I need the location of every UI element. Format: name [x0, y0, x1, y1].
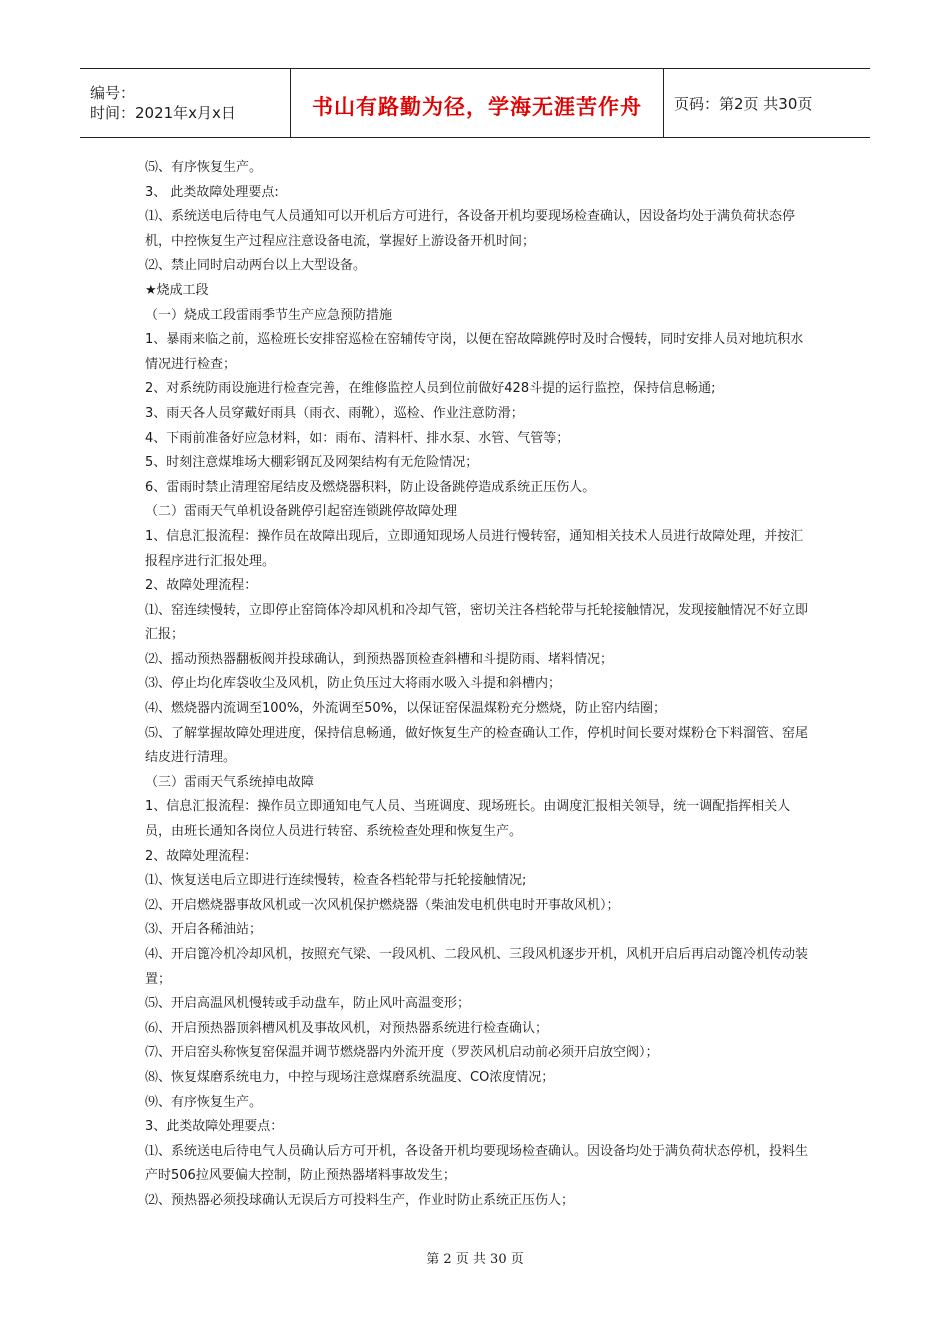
body-line: ⑶、停止均化库袋收尘及风机，防止负压过大将雨水吸入斗提和斜槽内；	[145, 676, 562, 692]
body-line: ⑵、禁止同时启动两台以上大型设备。	[145, 258, 367, 274]
body-paragraph: ⑸、了解掌握故障处理进度，保持信息畅通，做好恢复生产的检查确认工作，停机时间长要对煤粉仓下料溜管、窑尾结皮进行清理。	[145, 725, 809, 766]
body-line: ⑸、开启高温风机慢转或手动盘车，防止风叶高温变形；	[145, 996, 471, 1012]
header-motto: 书山有路勤为径，学海无涯苦作舟	[312, 95, 642, 119]
body-line: ⑼、有序恢复生产。	[145, 1094, 263, 1110]
body-line: 2、对系统防雨设施进行检查完善，在维修监控人员到位前做好428斗提的运行监控，保持信息畅通;	[145, 381, 716, 397]
document-time-label: 时间：2021年x月x日	[90, 104, 236, 122]
body-line: ⑵、开启燃烧器事故风机或一次风机保护燃烧器（柴油发电机供电时开事故风机）；	[145, 897, 620, 913]
body-paragraph: ⑷、开启篦冷机冷却风机，按照充气梁、一段风机、二段风机、三段风机逐步开机，风机开启后再启动篦冷机传动装置；	[145, 947, 809, 987]
body-line: 3、此类故障处理要点：	[145, 1119, 284, 1135]
section-heading: ★烧成工段	[145, 282, 209, 298]
body-line: 4、下雨前准备好应急材料，如：雨布、清料杆、排水泵、水管、气管等；	[145, 430, 570, 446]
document-body	[145, 156, 810, 1214]
body-line: 2、故障处理流程：	[145, 578, 258, 594]
body-paragraph: ⑴、系统送电后待电气人员通知可以开机后方可进行，各设备开机均要现场检查确认，因设备均处于满负荷状态停机，中控恢复生产过程应注意设备电流，掌握好上游设备开机时间；	[145, 209, 796, 249]
body-line: ⑷、燃烧器内流调至100%，外流调至50%，以保证窑保温煤粉充分燃烧，防止窑内结圈；	[145, 701, 667, 717]
body-line: ⑸、有序恢复生产。	[145, 160, 263, 175]
body-line: ⑵、预热器必须投球确认无误后方可投料生产，作业时防止系统正压伤人；	[145, 1192, 575, 1208]
header-page-info: 页码：第2页 共30页	[674, 94, 813, 113]
body-line: 6、雷雨时禁止清理窑尾结皮及燃烧器积料，防止设备跳停造成系统正压伤人。	[145, 479, 596, 495]
body-line: 3、 此类故障处理要点:	[145, 184, 279, 200]
body-paragraph: 1、暴雨来临之前，巡检班长安排窑巡检在窑辅传守岗，以便在窑故障跳停时及时合慢转，同时安排人员对地坑积水情况进行检查；	[145, 332, 804, 372]
subsection-heading: （二）雷雨天气单机设备跳停引起窑连锁跳停故障处理	[145, 504, 458, 520]
body-paragraph: ⑴、系统送电后待电气人员确认后方可开机，各设备开机均要现场检查确认。因设备均处于满负荷状态停机，投料生产时506拉风要偏大控制，防止预热器堵料事故发生；	[145, 1143, 809, 1184]
body-line: ⑻、恢复煤磨系统电力，中控与现场注意煤磨系统温度、CO浓度情况；	[145, 1069, 555, 1085]
document-number-label: 编号：	[90, 84, 136, 102]
header-motto-cell	[291, 69, 664, 137]
body-line: 2、故障处理流程：	[145, 848, 258, 864]
body-paragraph: 1、信息汇报流程：操作员在故障出现后，立即通知现场人员进行慢转窑，通知相关技术人员进行故障处理，并按汇报程序进行汇报处理。	[145, 528, 804, 569]
subsection-heading: （三）雷雨天气系统掉电故障	[145, 774, 315, 790]
body-line: ⑶、开启各稀油站；	[145, 922, 263, 938]
body-line: ⑺、开启窑头称恢复窑保温并调节燃烧器内外流开度（罗茨风机启动前必须开启放空阀）；	[145, 1045, 659, 1061]
body-paragraph: 1、信息汇报流程：操作员立即通知电气人员、当班调度、现场班长。由调度汇报相关领导，统一调配指挥相关人员，由班长通知各岗位人员进行转窑、系统检查处理和恢复生产。	[145, 799, 791, 840]
subsection-heading: （一）烧成工段雷雨季节生产应急预防措施	[145, 307, 393, 323]
body-line: ⑹、开启预热器顶斜槽风机及事故风机，对预热器系统进行检查确认；	[145, 1020, 549, 1036]
page-header	[80, 68, 870, 138]
body-line: ⑴、恢复送电后立即进行连续慢转，检查各档轮带与托轮接触情况;	[145, 873, 527, 889]
body-line: 3、雨天各人员穿戴好雨具（雨衣、雨靴），巡检、作业注意防滑；	[145, 405, 524, 421]
page-footer: 第 2 页 共 30 页	[426, 1252, 524, 1267]
body-paragraph: ⑴、窑连续慢转，立即停止窑筒体冷却风机和冷却气管，密切关注各档轮带与托轮接触情况，发现接触情况不好立即汇报；	[145, 602, 809, 643]
body-line: 5、时刻注意煤堆场大棚彩钢瓦及网架结构有无危险情况；	[145, 455, 479, 471]
header-meta	[80, 69, 291, 137]
body-line: ⑵、摇动预热器翻板阀并投球确认，到预热器顶检查斜槽和斗提防雨、堵料情况；	[145, 651, 614, 667]
